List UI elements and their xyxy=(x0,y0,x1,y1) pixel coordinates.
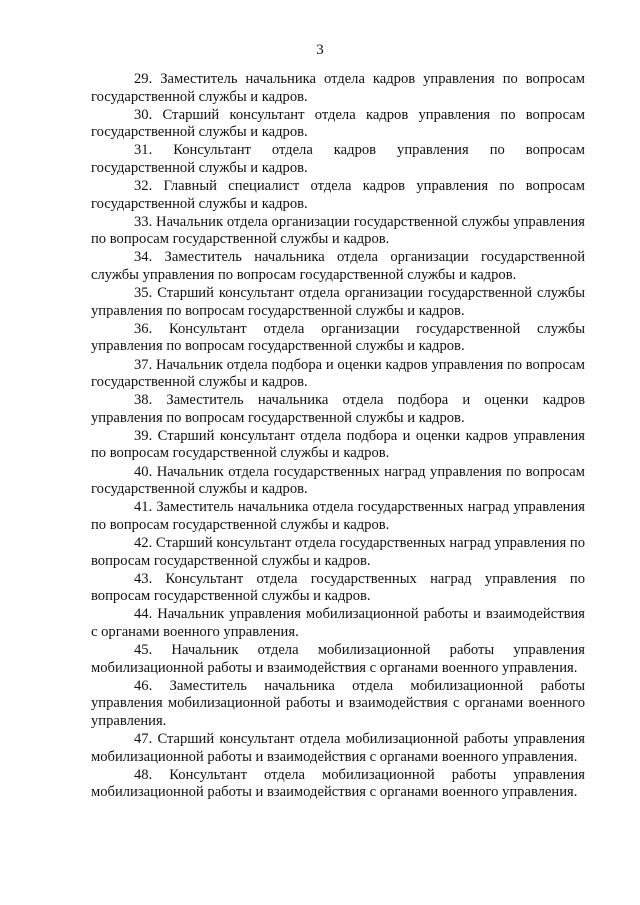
list-item: 37. Начальник отдела подбора и оценки кадров управления по вопросам государственной службы и кадров. xyxy=(91,356,585,391)
list-item: 46. Заместитель начальника отдела мобилизационной работы управления мобилизационной работы и взаимодействия с органами военного управления. xyxy=(91,677,585,729)
list-item: 43. Консультант отдела государственных наград управления по вопросам государственной службы и кадров. xyxy=(91,570,585,605)
list-item: 35. Старший консультант отдела организации государственной службы управления по вопросам государственной службы и кадров. xyxy=(91,285,585,319)
list-item: 34. Заместитель начальника отдела организации государственной службы управления по вопросам государственной службы и кадров. xyxy=(91,249,585,284)
list-item: 44. Начальник управления мобилизационной работы и взаимодействия с органами военного управления. xyxy=(91,606,585,640)
page-number: 3 xyxy=(316,42,324,58)
item-list xyxy=(91,71,585,802)
list-item: 48. Консультант отдела мобилизационной работы управления мобилизационной работы и взаимодействия с органами военного управления. xyxy=(91,766,585,801)
list-item: 29. Заместитель начальника отдела кадров управления по вопросам государственной службы и кадров. xyxy=(91,71,585,105)
list-item: 33. Начальник отдела организации государственной службы управления по вопросам государственной службы и кадров. xyxy=(91,213,585,248)
list-item: 39. Старший консультант отдела подбора и оценки кадров управления по вопросам государственной службы и кадров. xyxy=(91,427,585,462)
list-item: 41. Заместитель начальника отдела государственных наград управления по вопросам государственной службы и кадров. xyxy=(91,499,585,533)
list-item: 45. Начальник отдела мобилизационной работы управления мобилизационной работы и взаимодействия с органами военного управления. xyxy=(91,642,585,676)
list-item: 30. Старший консультант отдела кадров управления по вопросам государственной службы и кадров. xyxy=(91,106,585,141)
list-item: 42. Старший консультант отдела государственных наград управления по вопросам государственной службы и кадров. xyxy=(91,534,585,569)
list-item: 36. Консультант отдела организации государственной службы управления по вопросам государственной службы и кадров. xyxy=(91,320,585,355)
list-item: 38. Заместитель начальника отдела подбора и оценки кадров управления по вопросам государственной службы и кадров. xyxy=(91,392,585,426)
list-item: 32. Главный специалист отдела кадров управления по вопросам государственной службы и кадров. xyxy=(91,178,585,212)
list-item: 47. Старший консультант отдела мобилизационной работы управления мобилизационной работы и взаимодействия с органами военного управления. xyxy=(91,730,585,765)
list-item: 31. Консультант отдела кадров управления по вопросам государственной службы и кадров. xyxy=(91,142,585,176)
list-item: 40. Начальник отдела государственных наград управления по вопросам государственной службы и кадров. xyxy=(91,463,585,498)
